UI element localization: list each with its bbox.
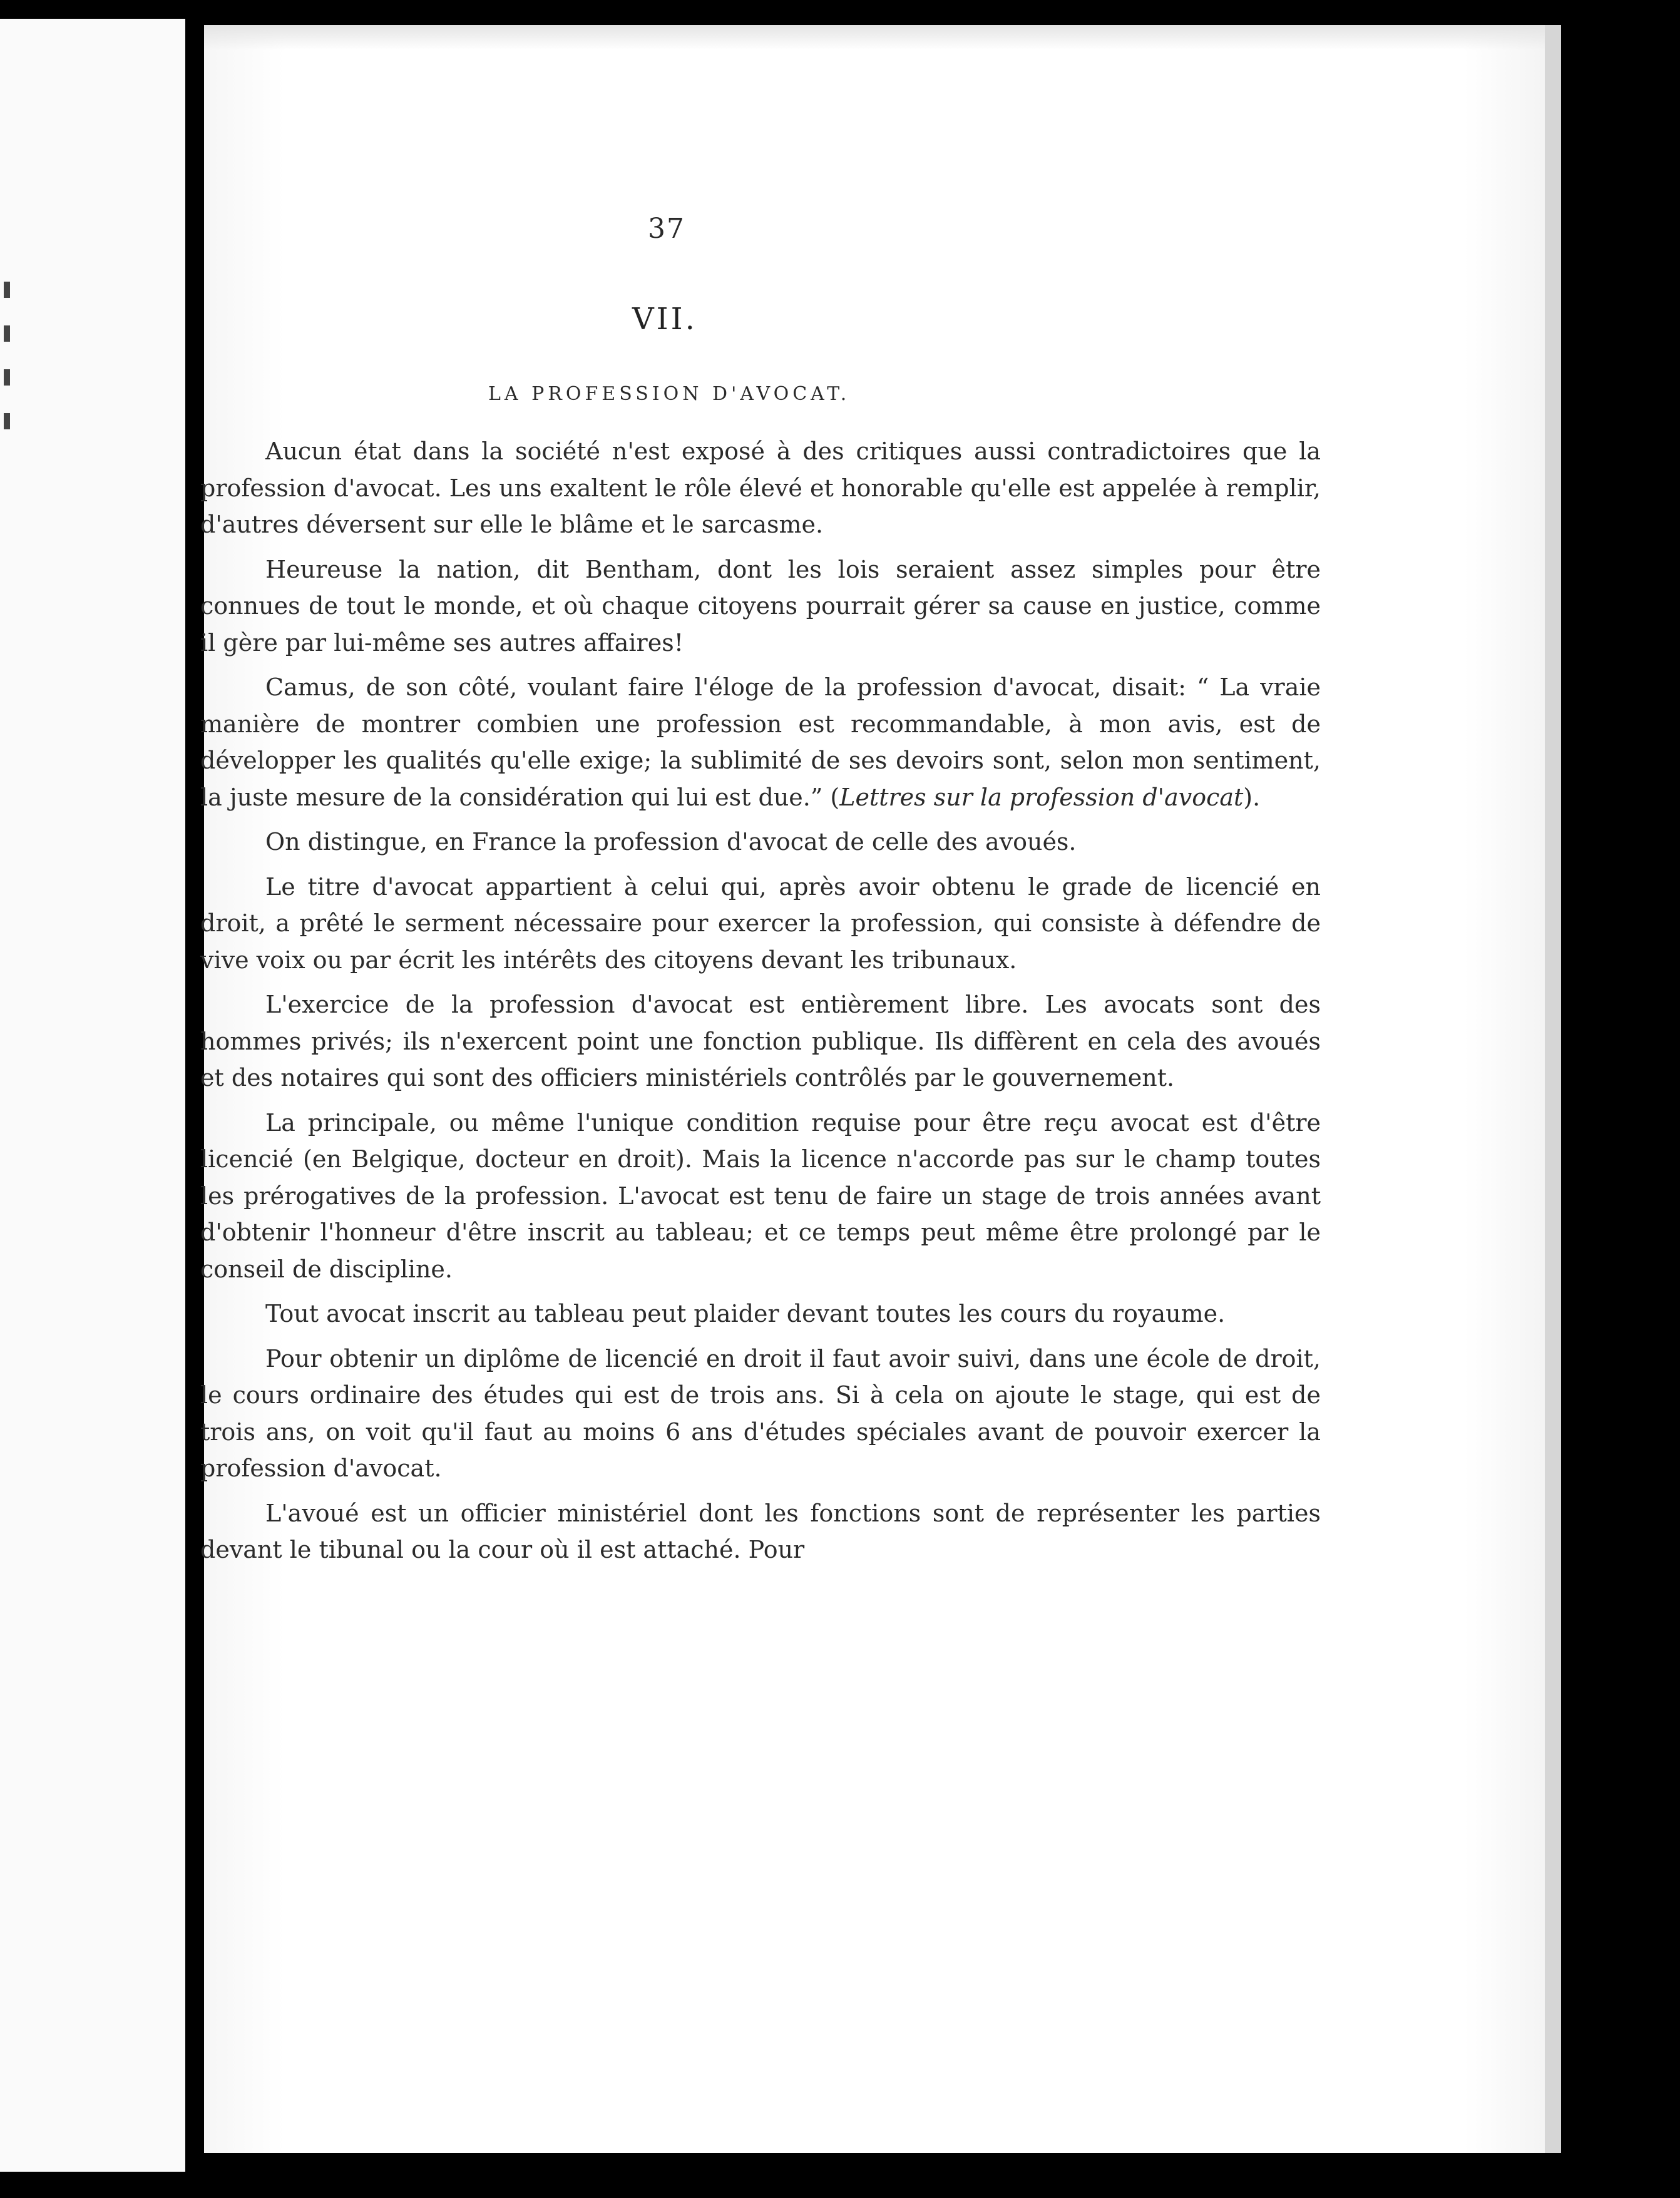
paragraph: Aucun état dans la société n'est exposé à des critiques aussi contradictoires que la profession d'avocat. Les uns exaltent le rôle élevé et honorable qu'elle est appelée à remplir, d'autres déversent sur elle le blâme et le sarcasme. — [200, 437, 1321, 538]
facing-page-edge — [0, 19, 188, 2172]
paragraph: La principale, ou même l'unique condition requise pour être reçu avocat est d'être licencié (en Belgique, docteur en droit). Mais la licence n'accorde pas sur le champ toutes les prérogatives de la profession. L'avocat est tenu de faire un stage de trois années avant d'obtenir l'honneur d'être inscrit au tableau; et ce temps peut même être prolongé par le conseil de discipline. — [200, 1108, 1321, 1283]
chapter-number: VII. — [632, 302, 697, 337]
paragraph: Camus, de son côté, voulant faire l'éloge de la profession d'avocat, disait: “ La vraie manière de montrer combien une profession est recommandable, à mon avis, est de développer les qualités qu'elle exige; la sublimité de ses devoirs sont, selon mon sentiment, la juste mesure de la considération qui lui est due.” (Lettres sur la profession d'avocat). — [200, 673, 1321, 811]
section-heading: LA PROFESSION D'AVOCAT. — [488, 383, 851, 405]
page-number: 37 — [648, 213, 685, 245]
paragraph: Tout avocat inscrit au tableau peut plaider devant toutes les cours du royaume. — [265, 1300, 1226, 1327]
facing-page-marks — [4, 282, 16, 488]
paragraph: On distingue, en France la profession d'avocat de celle des avoués. — [265, 828, 1077, 856]
body-text — [200, 433, 1321, 1577]
citation-title: Lettres sur la profession d'avocat — [839, 783, 1244, 811]
paragraph: L'avoué est un officier ministériel dont les fonctions sont de représenter les parties devant le tibunal ou la cour où il est attaché. Pour — [200, 1499, 1321, 1563]
paragraph: L'exercice de la profession d'avocat est entièrement libre. Les avocats sont des hommes privés; ils n'exercent point une fonction publique. Ils diffèrent en cela des avoués et des notaires qui sont des officiers ministériels contrôlés par le gouvernement. — [200, 991, 1321, 1091]
paragraph: Heureuse la nation, dit Bentham, dont les lois seraient assez simples pour être connues de tout le monde, et où chaque citoyens pourrait gérer sa cause en justice, comme il gère par lui-même ses autres affaires! — [200, 555, 1321, 657]
paragraph: Le titre d'avocat appartient à celui qui, après avoir obtenu le grade de licencié en droit, a prêté le serment nécessaire pour exercer la profession, qui consiste à défendre de vive voix ou par écrit les intérêts des citoyens devant les tribunaux. — [200, 872, 1321, 974]
paragraph: Pour obtenir un diplôme de licencié en droit il faut avoir suivi, dans une école de droit, le cours ordinaire des études qui est de trois ans. Si à cela on ajoute le stage, qui est de trois ans, on voit qu'il faut au moins 6 ans d'études spéciales avant de pouvoir exercer la profession d'avocat. — [200, 1344, 1321, 1482]
